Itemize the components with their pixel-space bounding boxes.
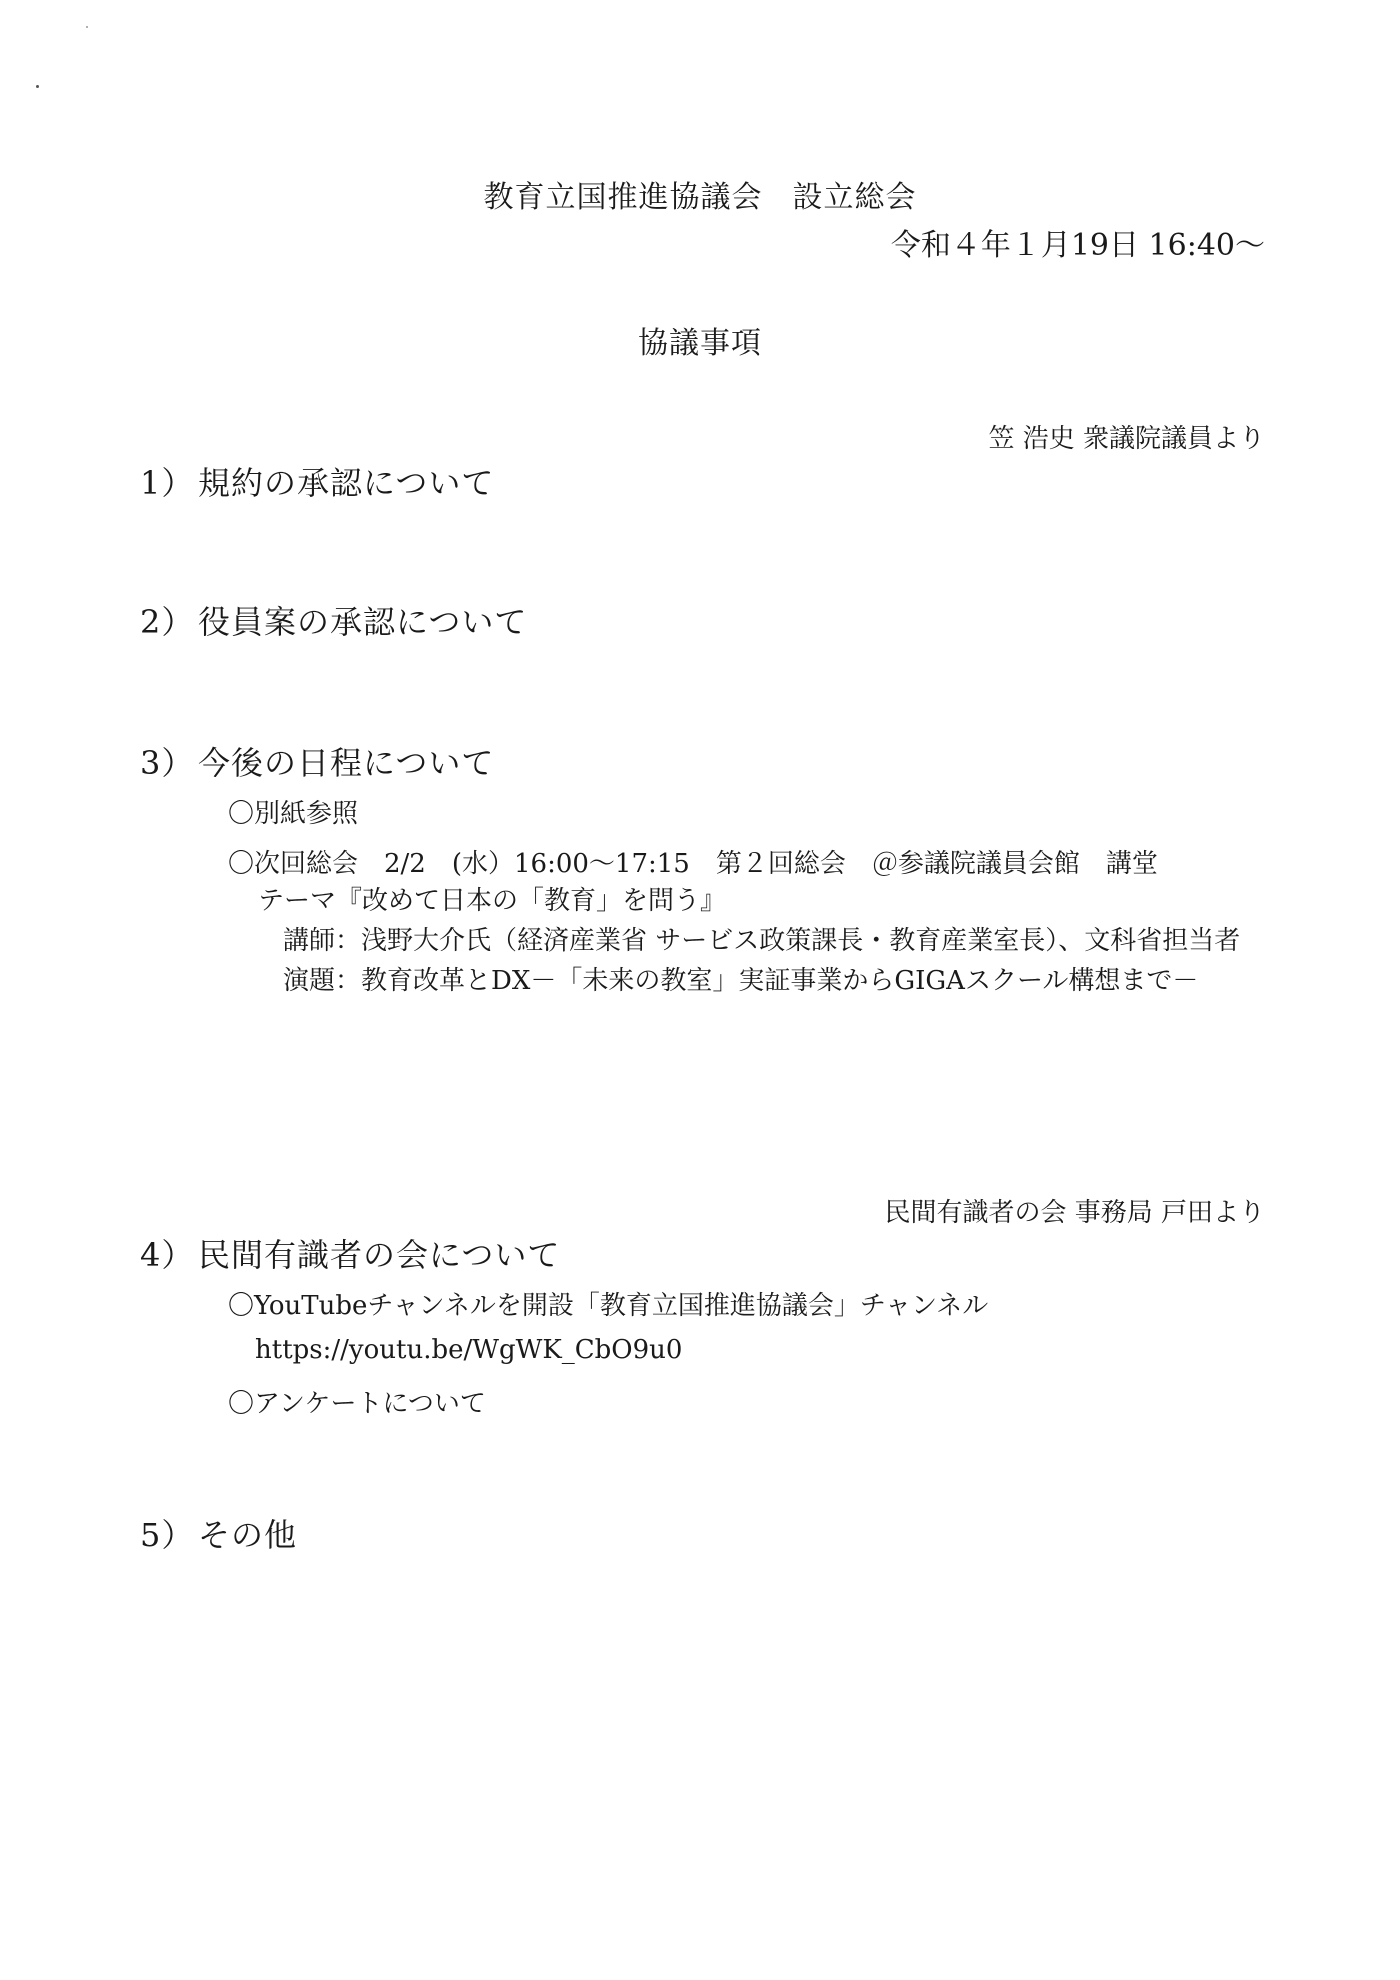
section1-presenter: 笠 浩史 衆議院議員より [988, 424, 1265, 454]
lecturer-line: 講師：浅野大介氏（経済産業省 サービス政策課長・教育産業室長）、文科省担当者 [283, 926, 1241, 956]
item-number: 2） [140, 603, 195, 641]
survey-line: 〇アンケートについて [228, 1389, 486, 1419]
title-organization: 教育立国推進協議会 [483, 180, 763, 215]
scan-speck [36, 85, 39, 88]
item-label: 今後の日程について [198, 744, 495, 782]
document-title [0, 172, 1400, 216]
meeting-date: 令和４年１月19日 16:40～ [890, 228, 1265, 263]
next-meeting-line: 〇次回総会 2/2 (水）16:00～17:15 第２回総会 ＠参議院議員会館 講堂 [228, 849, 1158, 879]
youtube-channel-line: 〇YouTubeチャンネルを開設「教育立国推進協議会」チャンネル [228, 1291, 989, 1321]
scan-speck [86, 26, 88, 28]
title-event: 設立総会 [792, 180, 917, 215]
item-label: 民間有識者の会について [198, 1236, 561, 1274]
agenda-item-1 [140, 458, 494, 504]
schedule-reference: 〇別紙参照 [228, 799, 359, 829]
youtube-url: https://youtu.be/WgWK_CbO9u0 [255, 1335, 683, 1365]
item-number: 3） [140, 744, 195, 782]
agenda-item-4 [140, 1230, 560, 1276]
agenda-item-3 [140, 738, 494, 784]
lecture-topic: 演題：教育改革とDX－「未来の教室」実証事業からGIGAスクール構想まで－ [283, 966, 1199, 996]
agenda-item-2 [140, 597, 527, 643]
item-number: 1） [140, 464, 195, 502]
meeting-theme: テーマ『改めて日本の「教育」を問う』 [258, 886, 727, 916]
item-label: その他 [198, 1516, 298, 1554]
section4-presenter: 民間有識者の会 事務局 戸田より [884, 1198, 1265, 1228]
item-label: 役員案の承認について [198, 603, 528, 641]
item-number: 5） [140, 1516, 195, 1554]
agenda-heading: 協議事項 [638, 326, 762, 361]
agenda-item-5 [140, 1510, 297, 1556]
item-label: 規約の承認について [198, 464, 495, 502]
item-number: 4） [140, 1236, 195, 1274]
